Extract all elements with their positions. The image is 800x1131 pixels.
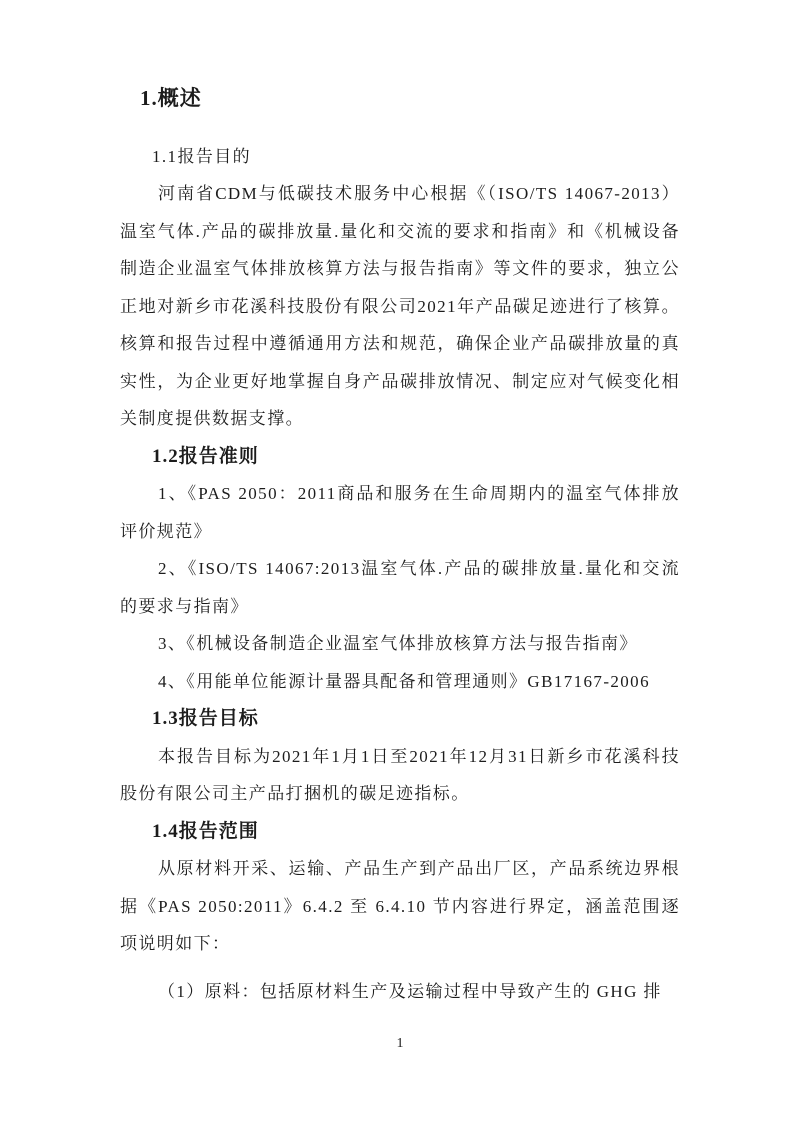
paragraph-standard-4: 4、《用能单位能源计量器具配备和管理通则》GB17167-2006 bbox=[158, 671, 650, 691]
section-heading-1-1: 1.1报告目的 bbox=[152, 146, 252, 166]
document-body bbox=[120, 80, 680, 1010]
paragraph-scope-item-1: （1）原料：包括原材料生产及运输过程中导致产生的 GHG 排 bbox=[158, 981, 662, 1001]
paragraph-standard-2: 2、《ISO/TS 14067:2013温室气体.产品的碳排放量.量化和交流的要求与指南》 bbox=[120, 559, 680, 616]
chapter-heading-overview: 1.概述 bbox=[140, 86, 202, 110]
paragraph-standard-1: 1、《PAS 2050：2011商品和服务在生命周期内的温室气体排放评价规范》 bbox=[120, 484, 680, 541]
paragraph-report-purpose: 河南省CDM与低碳技术服务中心根据《（ISO/TS 14067-2013）温室气体.产品的碳排放量.量化和交流的要求和指南》和《机械设备制造企业温室气体排放核算方法与报告指南》等文件的要求，独立公正地对新乡市花溪科技股份有限公司2021年产品碳足迹进行了核算。核算和报告过程中遵循通用方法和规范，确保企业产品碳排放量的真实性，为企业更好地掌握自身产品碳排放情况、制定应对气候变化相关制度提供数据支撑。 bbox=[120, 184, 680, 428]
paragraph-standard-3: 3、《机械设备制造企业温室气体排放核算方法与报告指南》 bbox=[158, 634, 638, 653]
paragraph-report-scope: 从原材料开采、运输、产品生产到产品出厂区，产品系统边界根据《PAS 2050:2011》6.4.2 至 6.4.10 节内容进行界定，涵盖范围逐项说明如下： bbox=[120, 859, 680, 953]
section-heading-1-2: 1.2报告准则 bbox=[152, 445, 259, 467]
paragraph-report-target: 本报告目标为2021年1月1日至2021年12月31日新乡市花溪科技股份有限公司主产品打捆机的碳足迹指标。 bbox=[120, 746, 680, 803]
page-number: 1 bbox=[396, 1036, 404, 1051]
section-heading-1-4: 1.4报告范围 bbox=[152, 820, 259, 842]
section-heading-1-3: 1.3报告目标 bbox=[152, 708, 259, 729]
